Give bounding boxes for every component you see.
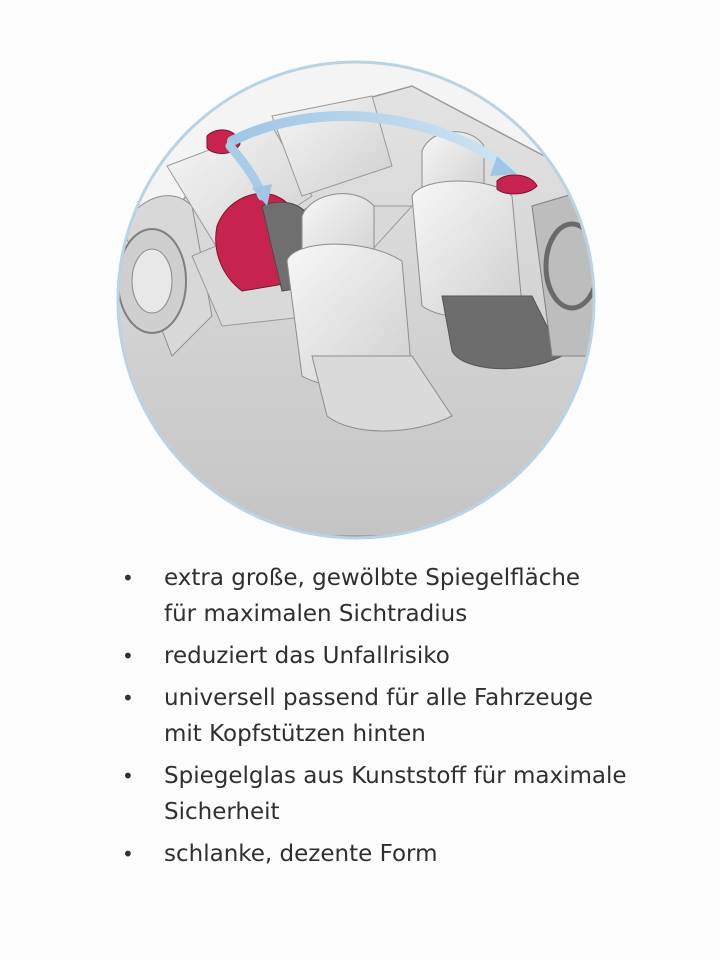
car-interior-illustration: [112, 56, 600, 544]
feature-text: mit Kopfstützen hinten: [164, 721, 426, 747]
feature-text: reduziert das Unfallrisiko: [164, 643, 450, 669]
feature-item: [118, 758, 678, 830]
feature-item: [118, 680, 678, 752]
feature-list: [118, 560, 678, 878]
feature-text: Spiegelglas aus Kunststoff für maximale: [164, 763, 627, 789]
feature-item: [118, 638, 678, 674]
bullet-icon: •: [122, 644, 134, 668]
feature-item: [118, 560, 678, 632]
feature-text: schlanke, dezente Form: [164, 841, 438, 867]
bullet-icon: •: [122, 842, 134, 866]
car-interior-svg: [112, 56, 600, 544]
feature-text: für maximalen Sichtradius: [164, 601, 468, 627]
bullet-icon: •: [122, 686, 134, 710]
feature-item: [118, 836, 678, 872]
feature-text: Sicherheit: [164, 799, 280, 825]
feature-text: extra große, gewölbte Spiegelfläche: [164, 565, 581, 591]
bullet-icon: •: [122, 566, 134, 590]
bullet-icon: •: [122, 764, 134, 788]
feature-text: universell passend für alle Fahrzeuge: [164, 685, 593, 711]
